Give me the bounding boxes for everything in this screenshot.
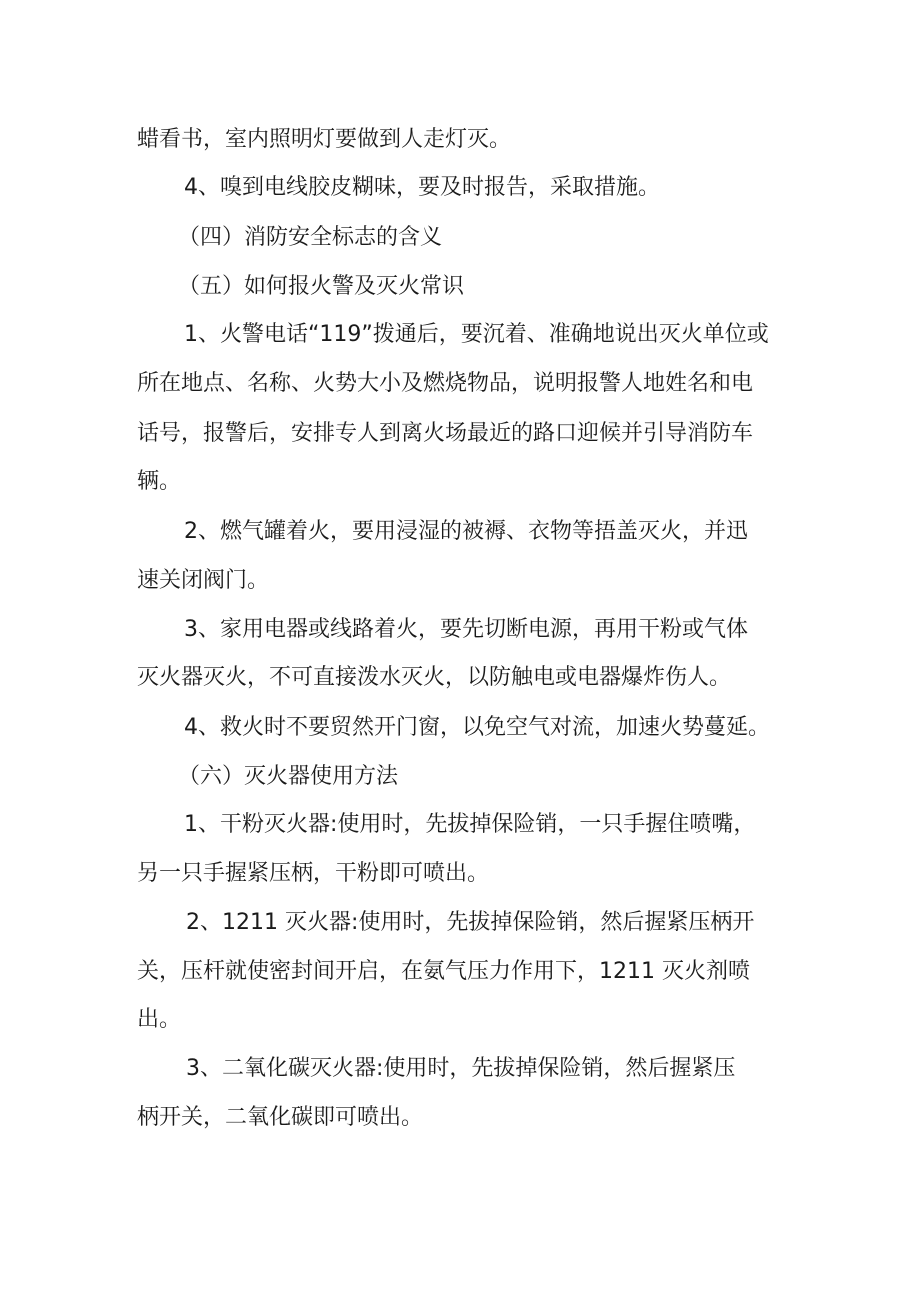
paragraph-line: 3、家用电器或线路着火，要先切断电源，再用干粉或气体	[184, 617, 748, 642]
paragraph-line: 所在地点、名称、火势大小及燃烧物品，说明报警人地姓名和电	[137, 371, 754, 396]
paragraph-line: 出。	[137, 1007, 182, 1032]
paragraph-line: 另一只手握紧压柄，干粉即可喷出。	[137, 861, 490, 886]
section-heading: （四）消防安全标志的含义	[178, 225, 443, 250]
paragraph-line: 辆。	[137, 469, 182, 494]
paragraph-line: 1、火警电话“119”拨通后，要沉着、准确地说出灭火单位或	[184, 322, 769, 347]
paragraph-line: 柄开关，二氧化碳即可喷出。	[137, 1105, 424, 1130]
paragraph-line: 1、干粉灭火器:使用时，先拔掉保险销，一只手握住喷嘴，	[184, 812, 756, 837]
paragraph-line: 关，压杆就使密封间开启，在氨气压力作用下，1211 灭火剂喷	[137, 959, 750, 984]
paragraph-line: 4、嗅到电线胶皮糊味，要及时报告，采取措施。	[184, 175, 660, 200]
paragraph-line: 2、1211 灭火器:使用时，先拔掉保险销，然后握紧压柄开	[186, 910, 755, 935]
paragraph-line: 蜡看书，室内照明灯要做到人走灯灭。	[137, 127, 512, 152]
paragraph-line: 灭火器灭火，不可直接泼水灭火，以防触电或电器爆炸伤人。	[137, 665, 732, 690]
paragraph-line: 3、二氧化碳灭火器:使用时，先拔掉保险销，然后握紧压	[186, 1056, 736, 1081]
paragraph-line: 话号，报警后，安排专人到离火场最近的路口迎候并引导消防车	[137, 421, 754, 446]
section-heading: （六）灭火器使用方法	[178, 764, 399, 789]
paragraph-line: 速关闭阀门。	[137, 568, 270, 593]
paragraph-line: 4、救火时不要贸然开门窗，以免空气对流，加速火势蔓延。	[184, 715, 770, 740]
section-heading: （五）如何报火警及灭火常识	[178, 274, 465, 299]
paragraph-line: 2、燃气罐着火，要用浸湿的被褥、衣物等捂盖灭火，并迅	[184, 519, 748, 544]
